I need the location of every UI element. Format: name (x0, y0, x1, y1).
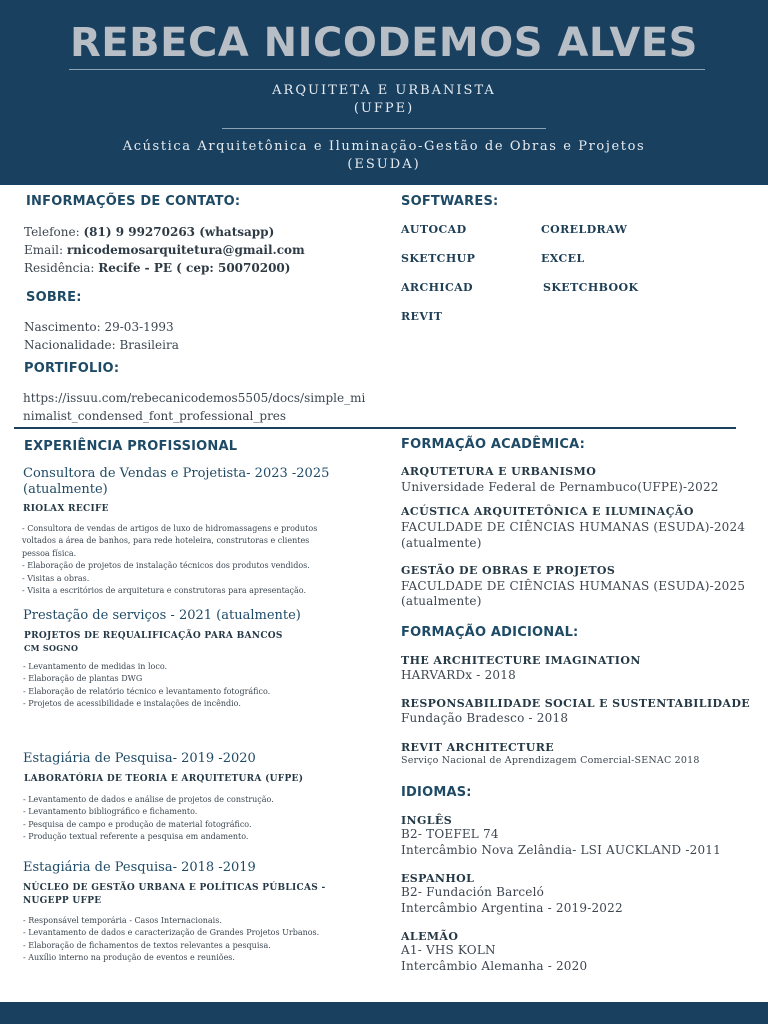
education-institution: FACULDADE DE CIÊNCIAS HUMANAS (ESUDA)-2025 (401, 579, 746, 593)
software-item: AUTOCAD (401, 223, 467, 236)
job-bullet: pessoa física. (22, 548, 77, 558)
language-level: A1- VHS KOLN (401, 943, 496, 957)
about-heading: SOBRE: (26, 290, 82, 305)
job-bullet: - Elaboração de plantas DWG (23, 674, 143, 684)
job-title: Consultora de Vendas e Projetista- 2023 -2025 (23, 466, 330, 481)
job-organization-sub: NUGEPP UFPE (23, 896, 102, 906)
header-divider (69, 69, 705, 70)
degree-line-2: (UFPE) (353, 101, 415, 116)
job-organization: PROJETOS DE REQUALIFICAÇÃO PARA BANCOS (24, 631, 283, 641)
languages-heading: IDIOMAS: (401, 785, 472, 800)
section-divider (14, 427, 736, 429)
degree-line-1: ARQUITETA E URBANISTA (272, 83, 496, 98)
language-title: ESPANHOL (401, 872, 475, 885)
job-bullet: - Levantamento de medidas in loco. (23, 662, 168, 671)
job-title: Estagiária de Pesquisa- 2018 -2019 (23, 860, 256, 875)
residence-label: Residência: (24, 261, 99, 275)
language-exchange: Intercâmbio Argentina - 2019-2022 (401, 901, 623, 915)
language-exchange: Intercâmbio Alemanha - 2020 (401, 959, 588, 973)
job-bullet: - Visitas a obras. (22, 573, 90, 583)
email-value[interactable]: rnicodemosarquitetura@gmail.com (66, 243, 305, 257)
education-institution: Universidade Federal de Pernambuco(UFPE)-2022 (401, 480, 719, 494)
job-bullet: - Responsável temporária - Casos Internacionais. (23, 916, 222, 925)
residence-line (24, 259, 290, 277)
job-bullet: - Elaboração de projetos de instalação técnicos dos produtos vendidos. (22, 561, 310, 571)
birth-date: Nascimento: 29-03-1993 (24, 320, 174, 334)
language-title: INGLÊS (401, 814, 453, 827)
job-organization-sub: CM SOGNO (24, 643, 79, 653)
software-item: SKETCHBOOK (543, 281, 639, 294)
software-item: ARCHICAD (401, 281, 473, 294)
footer-band (0, 1002, 768, 1024)
software-item: CORELDRAW (541, 223, 628, 236)
job-bullet: - Levantamento bibliográfico e fichamento. (23, 807, 198, 817)
course-provider: Serviço Nacional de Aprendizagem Comercial-SENAC 2018 (401, 755, 700, 766)
course-provider: HARVARDx - 2018 (401, 668, 516, 682)
software-item: EXCEL (541, 252, 585, 265)
additional-heading: FORMAÇÃO ADICIONAL: (401, 625, 579, 640)
job-description (23, 794, 274, 844)
language-level: B2- TOEFEL 74 (401, 827, 499, 841)
job-bullet: - Projetos de acessibilidade e instalações de incêndio. (23, 699, 241, 709)
person-name: REBECA NICODEMOS ALVES (70, 20, 698, 66)
job-description (23, 915, 319, 965)
education-status: (atualmente) (401, 536, 482, 550)
residence-value: Recife - PE ( cep: 50070200) (98, 261, 291, 275)
education-title: ACÚSTICA ARQUITETÔNICA E ILUMINAÇÃO (401, 505, 694, 518)
job-description (22, 523, 317, 597)
portfolio-link-line-2[interactable]: nimalist_condensed_font_professional_pres (23, 409, 287, 423)
course-title: REVIT ARCHITECTURE (401, 741, 555, 754)
email-label: Email: (24, 243, 67, 257)
education-institution: FACULDADE DE CIÊNCIAS HUMANAS (ESUDA)-2024 (401, 520, 746, 534)
language-level: B2- Fundación Barceló (401, 885, 545, 899)
email-line (24, 241, 305, 259)
specialization-line-1: Acústica Arquitetônica e Iluminação-Gestão de Obras e Projetos (122, 139, 646, 154)
specialization-line-2: (ESUDA) (347, 157, 421, 172)
job-organization: RIOLAX RECIFE (23, 504, 109, 514)
job-bullet: - Levantamento de dados e análise de projetos de construção. (23, 795, 274, 804)
education-title: GESTÃO DE OBRAS E PROJETOS (401, 564, 616, 577)
education-title: ARQUTETURA E URBANISMO (401, 465, 597, 478)
phone-value[interactable]: (81) 9 99270263 (whatsapp) (83, 225, 275, 239)
job-bullet: - Produção textual referente a pesquisa em andamento. (23, 832, 249, 842)
phone-line (24, 223, 274, 241)
language-exchange: Intercâmbio Nova Zelândia- LSI AUCKLAND -2011 (401, 843, 721, 857)
portfolio-heading: PORTIFOLIO: (24, 361, 120, 376)
job-bullet: - Visita a escritórios de arquitetura e construtoras para apresentação. (22, 586, 307, 596)
job-title: Estagiária de Pesquisa- 2019 -2020 (23, 751, 256, 766)
software-item: SKETCHUP (401, 252, 476, 265)
job-bullet: - Elaboração de relatório técnico e levantamento fotográfico. (23, 686, 271, 696)
education-status: (atualmente) (401, 594, 482, 608)
nationality: Nacionalidade: Brasileira (24, 338, 179, 352)
job-bullet: voltados a área de banhos, para rede hoteleira, construtoras e clientes (22, 536, 310, 546)
job-title: Prestação de serviços - 2021 (atualmente) (23, 608, 301, 623)
course-title: THE ARCHITECTURE IMAGINATION (401, 654, 641, 667)
job-bullet: - Levantamento de dados e caracterização de Grandes Projetos Urbanos. (23, 928, 320, 938)
course-provider: Fundação Bradesco - 2018 (401, 711, 569, 725)
software-item: REVIT (401, 310, 443, 323)
education-heading: FORMAÇÃO ACADÊMICA: (401, 437, 586, 452)
job-description (23, 661, 270, 711)
job-title-cont: (atualmente) (23, 482, 108, 497)
header-divider-short (222, 128, 546, 129)
job-organization: LABORATÓRIA DE TEORIA E ARQUITETURA (UFPE) (24, 774, 304, 784)
job-bullet: - Elaboração de fichamentos de textos relevantes a pesquisa. (23, 940, 271, 950)
portfolio-link-line-1[interactable]: https://issuu.com/rebecanicodemos5505/docs/simple_mi (23, 391, 366, 405)
phone-label: Telefone: (24, 225, 84, 239)
language-title: ALEMÃO (401, 930, 459, 943)
software-heading: SOFTWARES: (401, 194, 499, 209)
job-organization: NÚCLEO DE GESTÃO URBANA E POLÍTICAS PÚBLICAS - (23, 883, 326, 893)
experience-heading: EXPERIÊNCIA PROFISSIONAL (24, 439, 238, 454)
course-title: RESPONSABILIDADE SOCIAL E SUSTENTABILIDADE (401, 697, 751, 710)
job-bullet: - Consultora de vendas de artigos de luxo de hidromassagens e produtos (22, 524, 318, 533)
job-bullet: - Auxílio interno na produção de eventos e reuniões. (23, 953, 235, 963)
contact-heading: INFORMAÇÕES DE CONTATO: (26, 194, 241, 209)
job-bullet: - Pesquisa de campo e produção de material fotográfico. (23, 819, 252, 829)
header-banner (0, 0, 768, 185)
